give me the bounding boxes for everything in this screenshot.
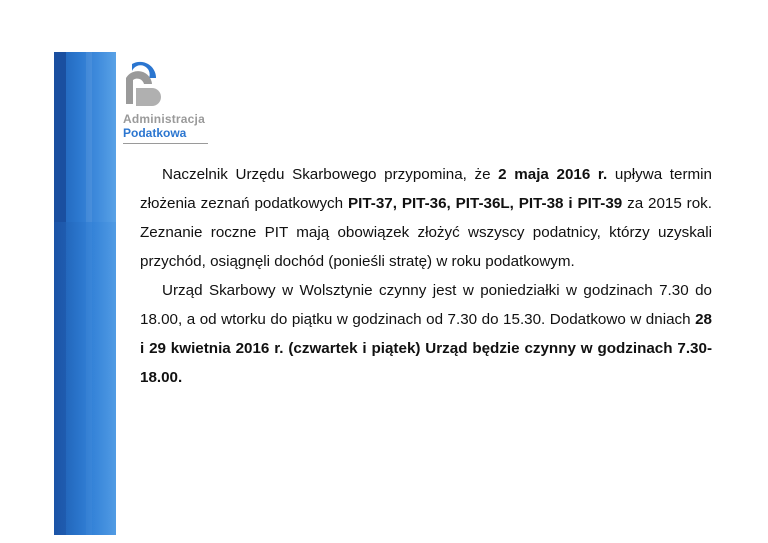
announcement-paragraph	[140, 276, 712, 392]
logo-mark-icon	[122, 60, 162, 110]
emphasized-text: 28 i 29 kwietnia 2016 r. (czwartek i piątek) Urząd będzie czynny w godzinach 7.30-18.00.	[140, 311, 712, 386]
decorative-side-stripe	[54, 52, 116, 535]
paragraph-text: Naczelnik Urzędu Skarbowego przypomina, że	[162, 166, 499, 183]
emphasized-text: PIT-37, PIT-36, PIT-36L, PIT-38 i PIT-39	[347, 195, 623, 212]
announcement-content	[140, 160, 712, 392]
logo-text-administracja: Administracja	[123, 112, 205, 126]
announcement-paragraph	[140, 160, 712, 276]
paragraph-text: Urząd Skarbowy w Wolsztynie czynny jest w poniedziałki w godzinach 7.30 do 18.00, a od wtorku do piątku w godzinach od 7.30 do 15.30. Dodatkowo w dniach	[140, 282, 712, 328]
logo-divider	[123, 143, 208, 144]
logo-text-podatkowa: Podatkowa	[123, 126, 187, 140]
stripe-fold	[54, 222, 116, 535]
paragraph-text: za 2015 rok. Zeznanie roczne PIT mają obowiązek złożyć wszyscy podatnicy, którzy uzyskali przychód, osiągnęli dochód (ponieśli stratę) w roku podatkowym.	[140, 195, 712, 270]
administracja-podatkowa-logo	[120, 58, 220, 148]
paragraph-text: upływa termin złożenia zeznań podatkowych	[140, 166, 712, 212]
emphasized-text: 2 maja 2016 r.	[498, 166, 608, 183]
